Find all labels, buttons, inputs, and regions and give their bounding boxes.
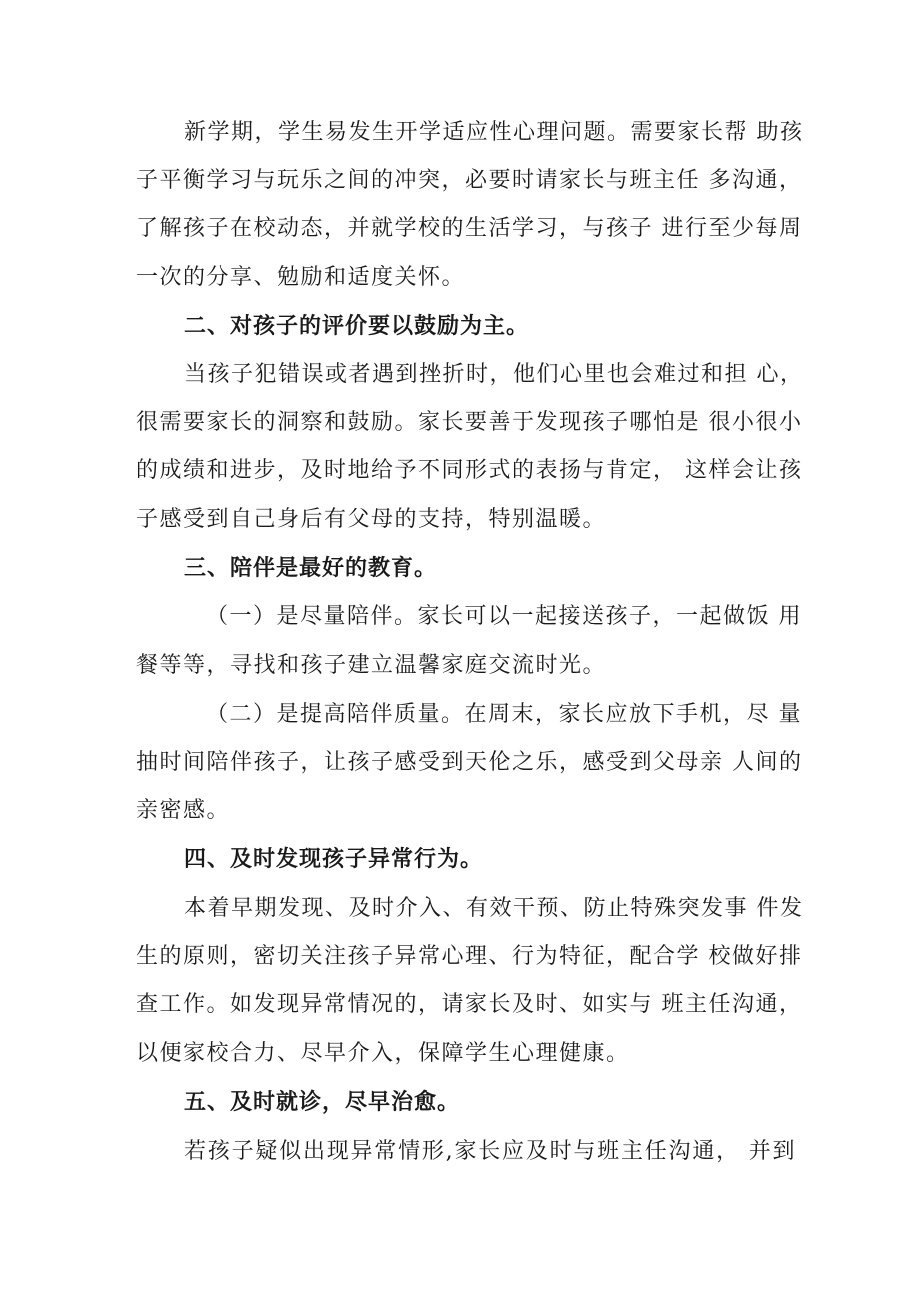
paragraph-2-line-2: 很需要家长的洞察和鼓励。家长要善于发现孩子哪怕是 很小很小 [136,410,803,435]
section-heading-2: 二、对孩子的评价要以鼓励为主。 [184,314,530,339]
item-3-1-line-2: 餐等等，寻找和孩子建立温馨家庭交流时光。 [136,653,607,678]
paragraph-4-line-2: 生的原则，密切关注孩子异常心理、行为特征，配合学 校做好排 [136,944,803,969]
paragraph-1-line-1: 新学期，学生易发生开学适应性心理问题。需要家长帮 助孩 [184,120,804,145]
item-3-2-line-2: 抽时间陪伴孩子，让孩子感受到天伦之乐，感受到父母亲 人间的 [136,750,803,775]
section-heading-3: 三、陪伴是最好的教育。 [184,556,438,581]
item-3-2-line-1: （二）是提高陪伴质量。在周末，家长应放下手机，尽 量 [206,702,802,727]
paragraph-2-line-3: 的成绩和进步，及时地给予不同形式的表扬与肯定， 这样会让孩 [136,458,803,483]
section-heading-4: 四、及时发现孩子异常行为。 [184,847,484,872]
section-heading-5: 五、及时就诊，尽早治愈。 [184,1090,461,1115]
item-3-1-line-1: （一）是尽量陪伴。家长可以一起接送孩子，一起做饭 用 [206,604,802,629]
paragraph-4-line-4: 以便家校合力、尽早介入，保障学生心理健康。 [136,1041,630,1066]
paragraph-2-line-4: 子感受到自己身后有父母的支持，特别温暖。 [136,507,607,532]
paragraph-4-line-3: 查工作。如发现异常情况的，请家长及时、如实与 班主任沟通， [136,992,803,1017]
paragraph-2-line-1: 当孩子犯错误或者遇到挫折时，他们心里也会难过和担 心， [184,362,804,387]
paragraph-1-line-4: 一次的分享、勉励和适度关怀。 [136,265,466,290]
paragraph-5-line-1: 若孩子疑似出现异常情形,家长应及时与班主任沟通， 并到 [184,1139,796,1164]
paragraph-4-line-1: 本着早期发现、及时介入、有效干预、防止特殊突发事 件发 [184,896,804,921]
paragraph-1-line-2: 子平衡学习与玩乐之间的冲突，必要时请家长与班主任 多沟通， [136,168,803,193]
item-3-2-line-3: 亲密感。 [136,798,231,823]
paragraph-1-line-3: 了解孩子在校动态，并就学校的生活学习，与孩子 进行至少每周 [136,216,803,241]
